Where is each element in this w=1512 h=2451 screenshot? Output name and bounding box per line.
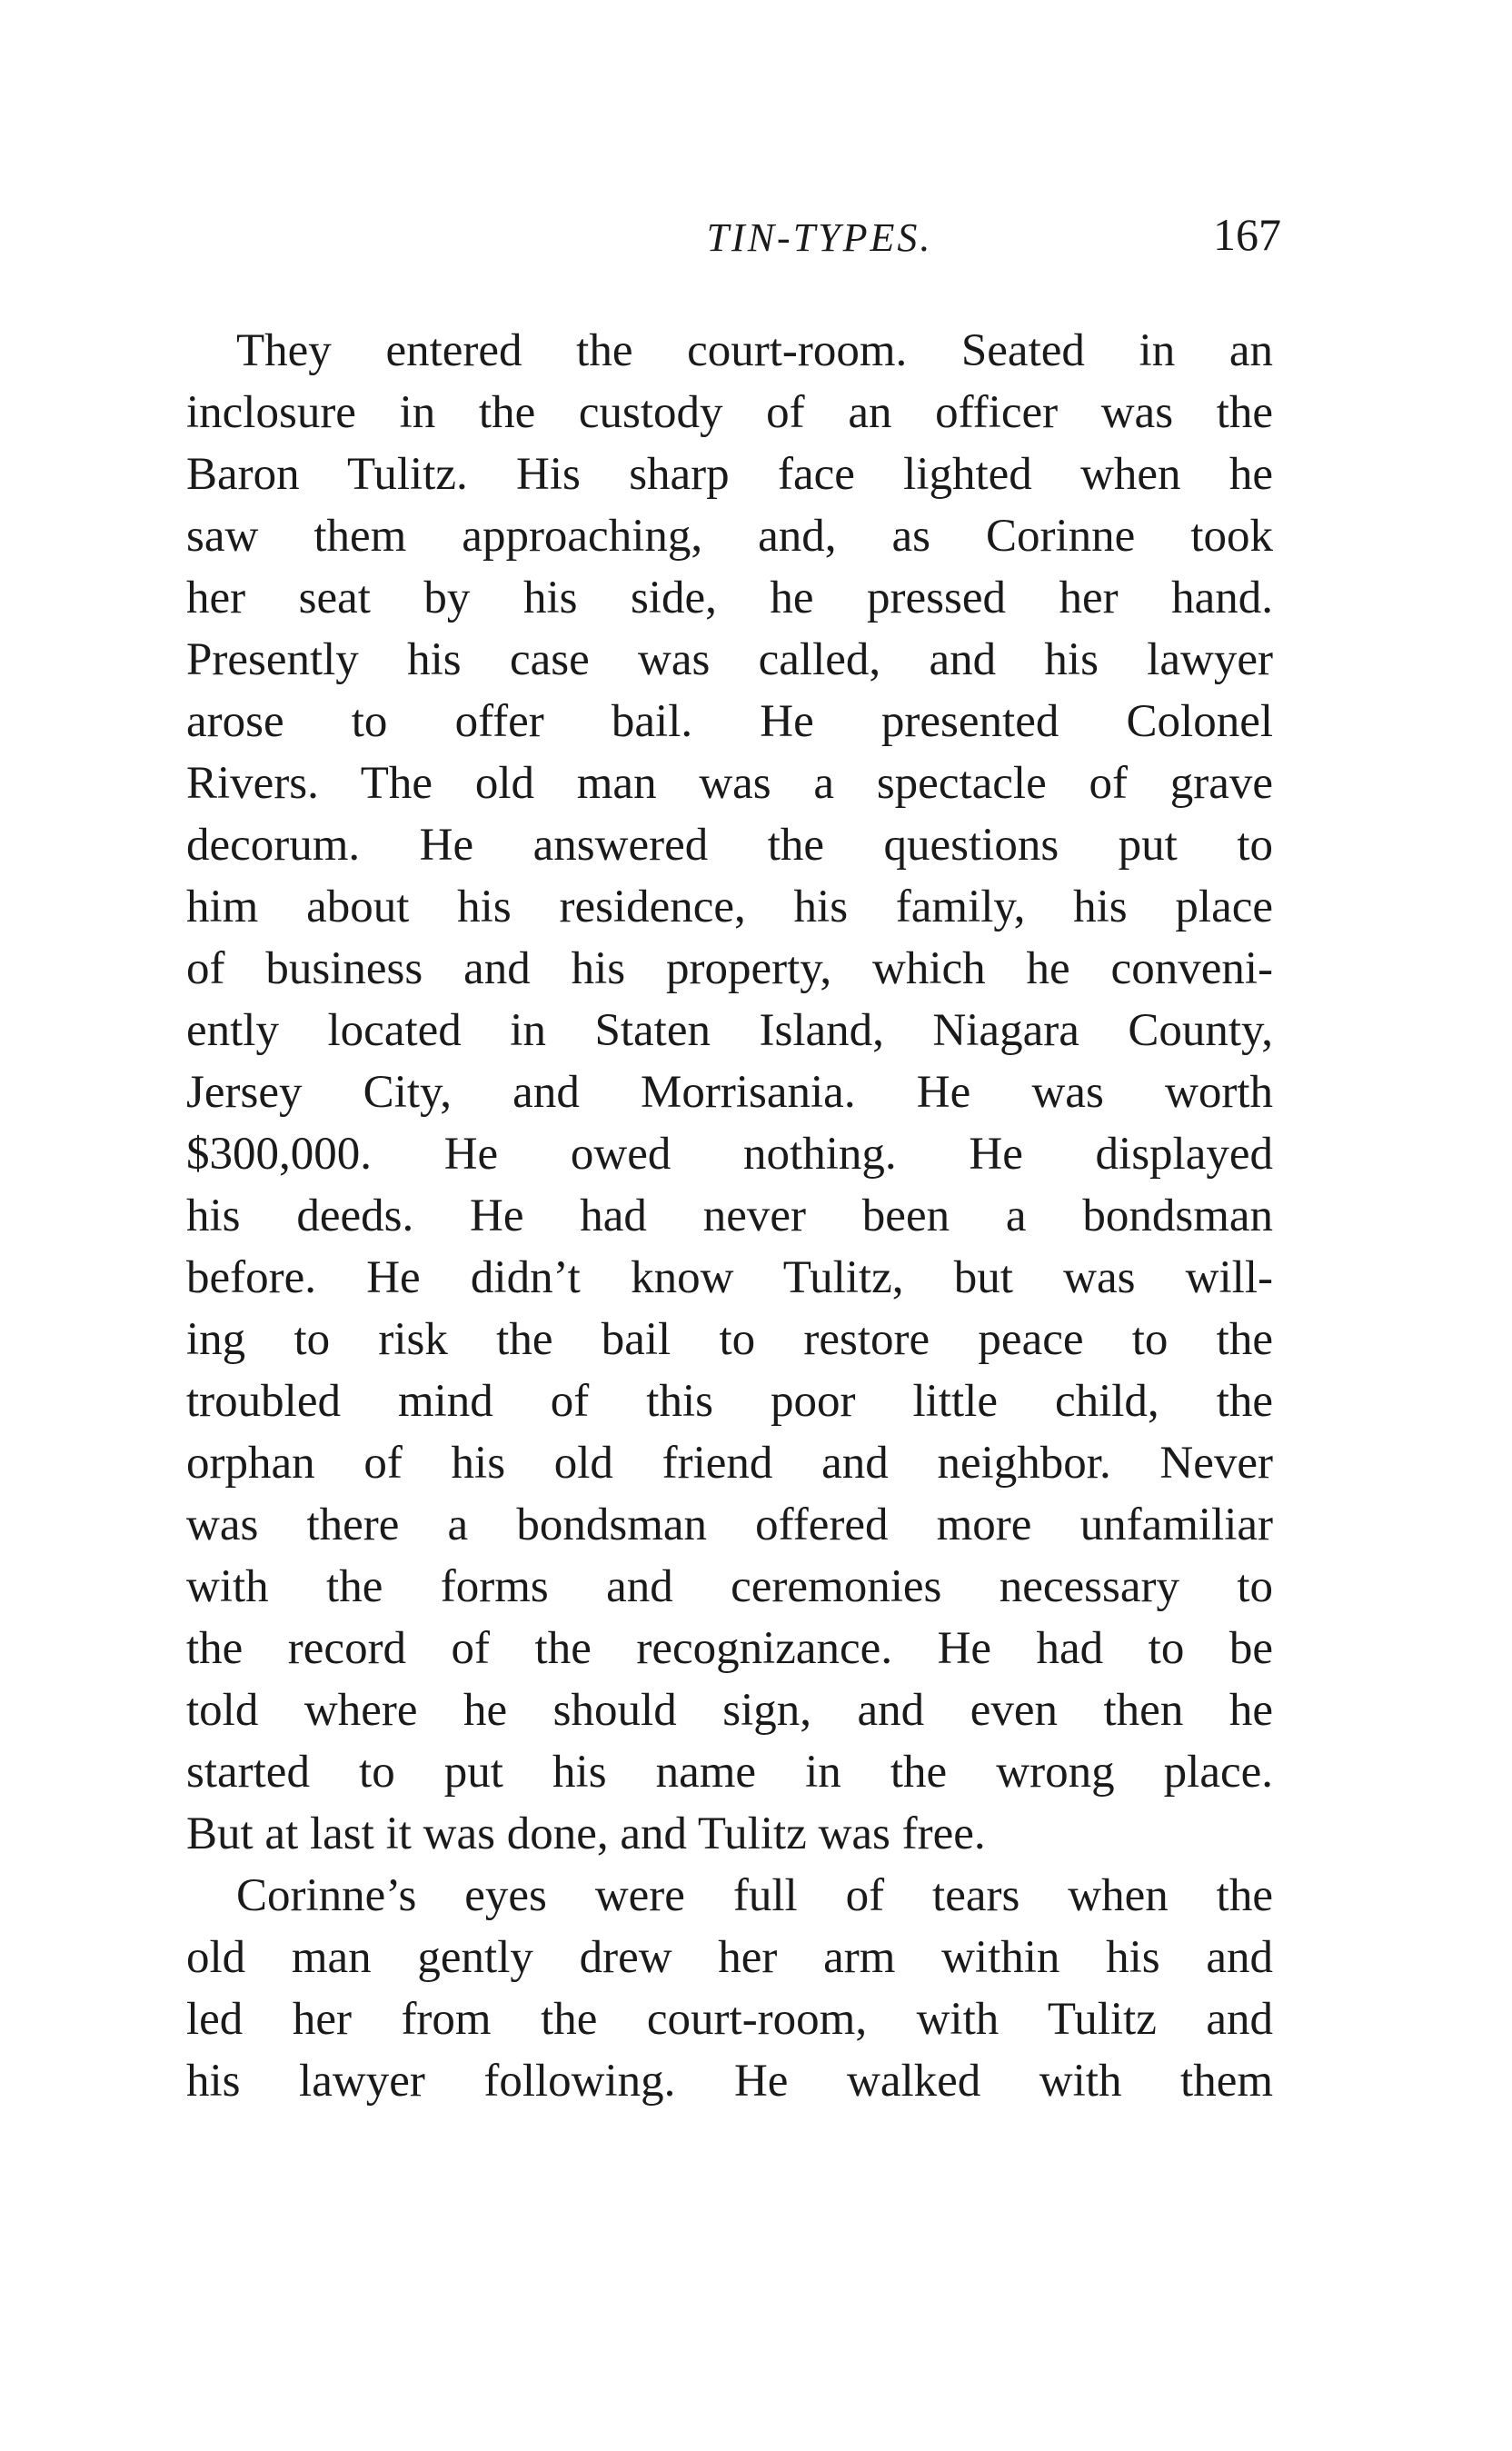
text-line: with the forms and ceremonies necessary to <box>186 1561 1273 1612</box>
text-line: arose to offer bail. He presented Colonel <box>186 696 1273 747</box>
running-title: TIN-TYPES. <box>706 215 933 260</box>
text-line: troubled mind of this poor little child, the <box>186 1376 1273 1427</box>
text-line: of business and his property, which he conveni- <box>186 943 1273 994</box>
body-text <box>186 320 1273 2112</box>
text-line: inclosure in the custody of an officer was the <box>186 387 1273 438</box>
text-line: ing to risk the bail to restore peace to the <box>186 1314 1273 1365</box>
text-line: Rivers. The old man was a spectacle of grave <box>186 758 1273 809</box>
paragraph-2 <box>186 1865 1273 2112</box>
text-line: the record of the recognizance. He had to be <box>186 1623 1273 1674</box>
text-line: They entered the court-room. Seated in an <box>236 325 1273 376</box>
text-line: $300,000. He owed nothing. He displayed <box>186 1129 1273 1180</box>
text-line: led her from the court-room, with Tulitz and <box>186 1994 1273 2045</box>
text-line: before. He didn’t know Tulitz, but was will- <box>186 1252 1273 1303</box>
text-line: his lawyer following. He walked with them <box>186 2056 1273 2107</box>
text-line: ently located in Staten Island, Niagara County, <box>186 1005 1273 1056</box>
paragraph-1 <box>186 320 1273 1865</box>
text-line: Presently his case was called, and his lawyer <box>186 634 1273 685</box>
text-line: orphan of his old friend and neighbor. Never <box>186 1438 1273 1489</box>
text-line: was there a bondsman offered more unfamiliar <box>186 1499 1273 1550</box>
text-line: old man gently drew her arm within his and <box>186 1932 1273 1983</box>
text-line: his deeds. He had never been a bondsman <box>186 1191 1273 1241</box>
page-number: 167 <box>1213 209 1281 260</box>
text-line: started to put his name in the wrong place. <box>186 1747 1273 1798</box>
text-line: decorum. He answered the questions put to <box>186 820 1273 871</box>
text-line: But at last it was done, and Tulitz was free. <box>186 1808 986 1859</box>
text-line: Corinne’s eyes were full of tears when the <box>236 1870 1273 1921</box>
text-line: her seat by his side, he pressed her hand. <box>186 573 1273 623</box>
text-line: told where he should sign, and even then he <box>186 1685 1273 1736</box>
text-line: him about his residence, his family, his place <box>186 882 1273 932</box>
text-line: saw them approaching, and, as Corinne took <box>186 511 1273 562</box>
text-line: Baron Tulitz. His sharp face lighted when he <box>186 449 1273 500</box>
text-line: Jersey City, and Morrisania. He was worth <box>186 1067 1273 1118</box>
